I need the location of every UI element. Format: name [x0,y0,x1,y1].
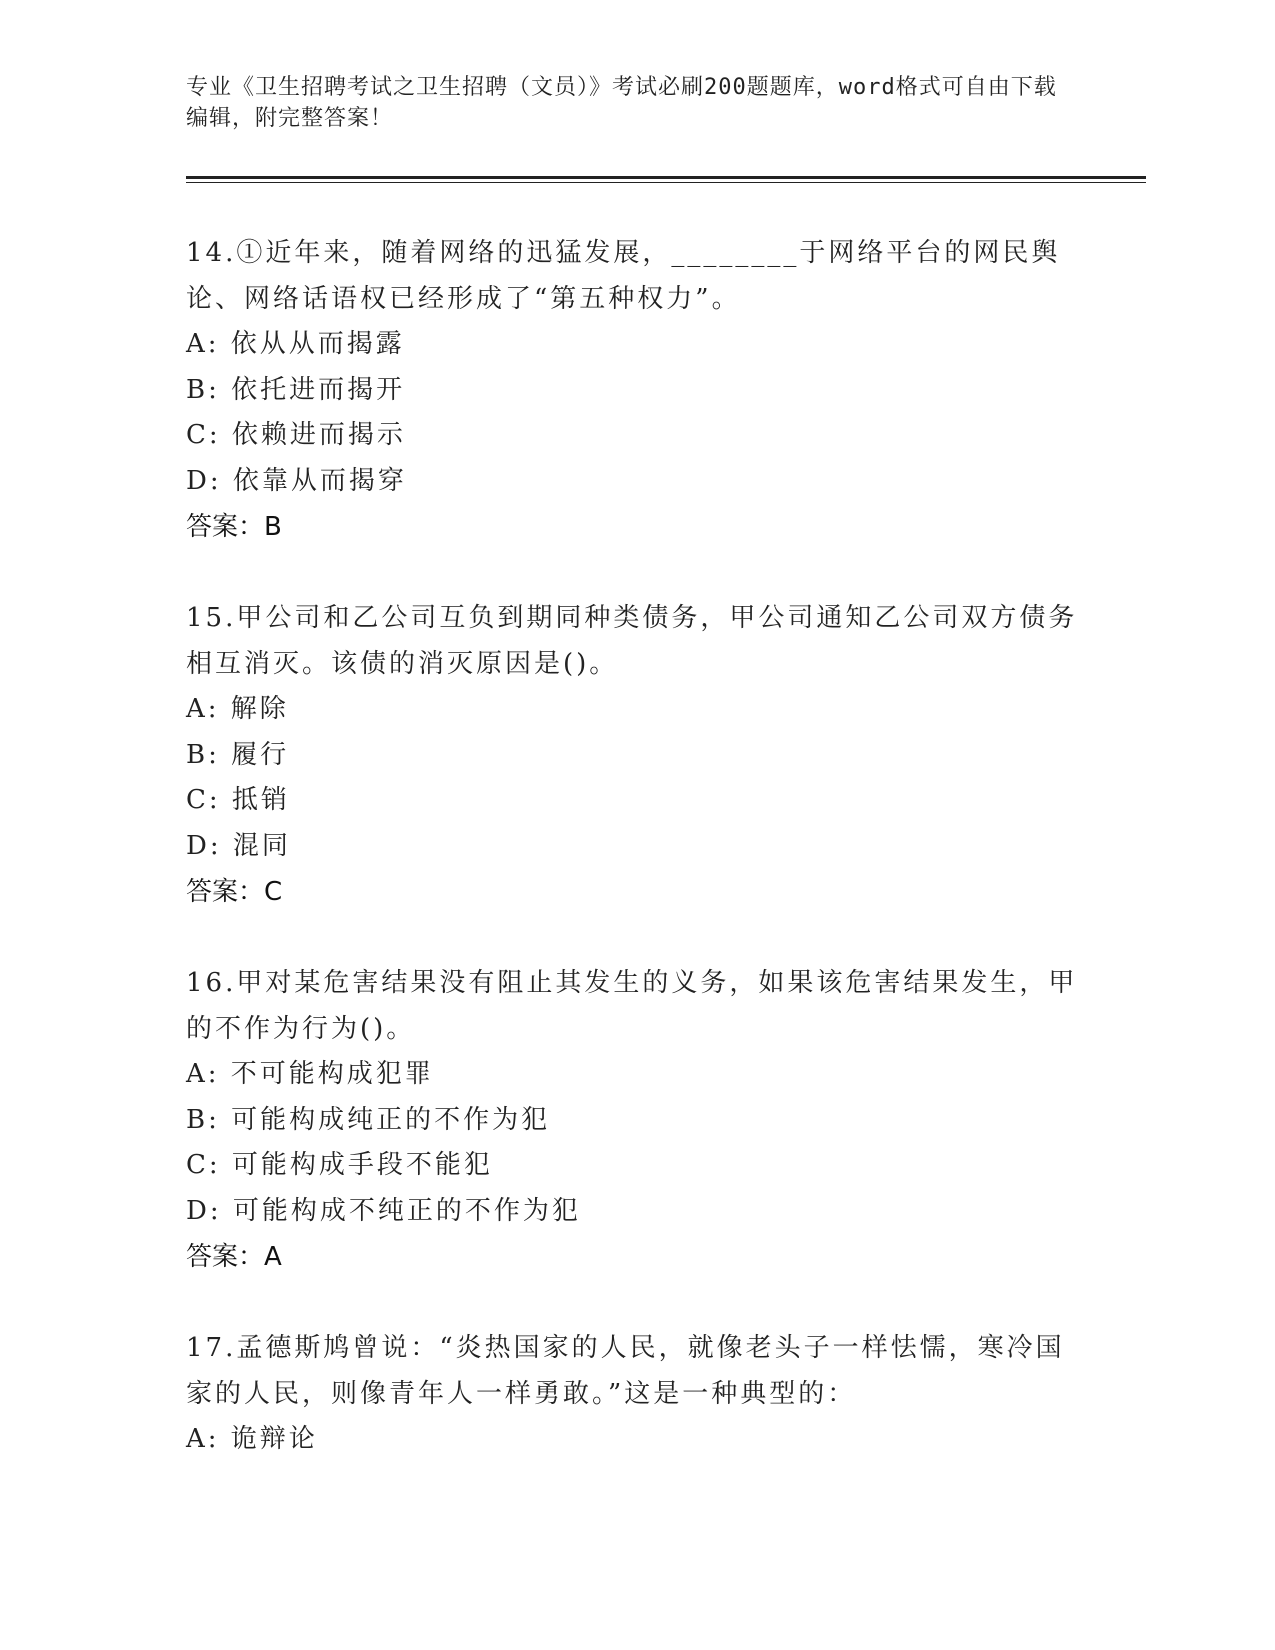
option-d: D: 依靠从而揭穿 [186,465,407,496]
header-divider-thin [186,182,1146,183]
option-b: B: 可能构成纯正的不作为犯 [186,1104,551,1135]
question-stem: 15.甲公司和乙公司互负到期同种类债务，甲公司通知乙公司双方债务相互消灭。该债的消灭原因是()。 [186,603,1078,679]
option-c: C: 可能构成手段不能犯 [186,1150,493,1180]
answer: 答案：C [186,877,283,907]
question-15 [186,595,1086,915]
option-a: A: 解除 [186,694,289,724]
option-d: D: 可能构成不纯正的不作为犯 [186,1195,581,1226]
option-b: B: 依托进而揭开 [186,374,406,405]
question-16 [186,960,1086,1280]
option-b: B: 履行 [186,739,290,770]
option-c: C: 依赖进而揭示 [186,420,406,450]
option-c: C: 抵销 [186,785,290,815]
option-a: A: 依从从而揭露 [186,329,405,359]
answer: 答案：B [186,512,282,542]
question-14 [186,230,1086,550]
option-a: A: 诡辩论 [186,1424,318,1454]
question-stem: 14.①近年来，随着网络的迅猛发展，________于网络平台的网民舆论、网络话语权已经形成了“第五种权力”。 [186,238,1061,314]
question-stem: 17.孟德斯鸠曾说：“炎热国家的人民，就像老头子一样怯懦，寒冷国家的人民，则像青年人一样勇敢。”这是一种典型的： [186,1333,1065,1409]
option-d: D: 混同 [186,830,291,861]
option-a: A: 不可能构成犯罪 [186,1059,434,1089]
question-stem: 16.甲对某危害结果没有阻止其发生的义务，如果该危害结果发生，甲的不作为行为()。 [186,968,1078,1044]
question-17 [186,1325,1086,1463]
header-divider-thick [186,176,1146,179]
document-header-title: 专业《卫生招聘考试之卫生招聘（文员）》考试必刷200题题库，word格式可自由下载编辑，附完整答案！ [186,75,1057,131]
answer: 答案：A [186,1242,282,1272]
